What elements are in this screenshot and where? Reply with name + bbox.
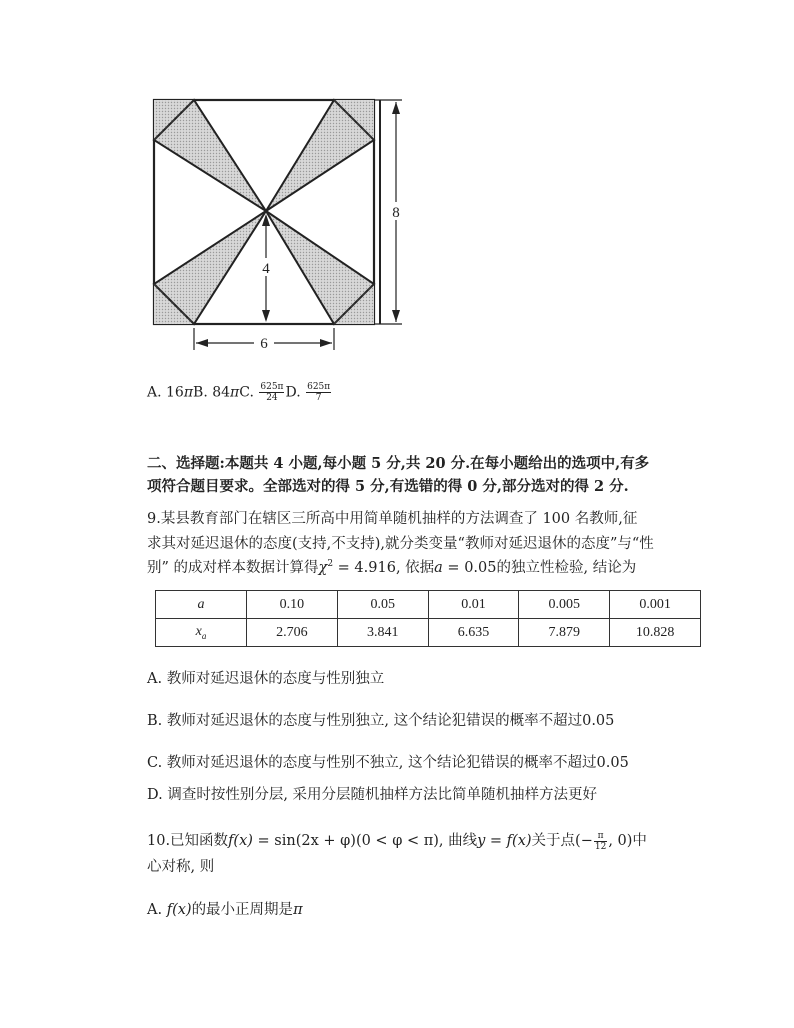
three-view-figure xyxy=(140,92,410,362)
dim-6-label: 6 xyxy=(260,336,268,352)
dim-8-label: 8 xyxy=(392,205,400,221)
q10-line1: 10.已知函数f(x) = sin(2x + φ)(0 < φ < π), 曲线y = f(x)关于点(− $\frac{\pi}{12}$ , 0)中 xyxy=(147,830,647,852)
table-cell: 2.706 xyxy=(247,619,338,647)
q8-options xyxy=(147,382,332,403)
q9-option-d: D. 调查时按性别分层, 采用分层随机抽样方法比简单随机抽样方法更好 xyxy=(147,787,598,803)
table-header-alpha: a xyxy=(156,591,247,619)
q8-option-c-fraction: $\frac{625\pi}{24}$ xyxy=(260,382,284,403)
q9-line2: 求其对延迟退休的态度(支持,不支持),就分类变量“教师对延迟退休的态度”与“性 xyxy=(147,536,654,552)
q8-option-d-fraction: $\frac{625\pi}{7}$ xyxy=(307,382,331,403)
q9-line1: 9.某县教育部门在辖区三所高中用简单随机抽样的方法调查了 100 名教师,征 xyxy=(147,511,638,527)
section2-line2: 项符合题目要求。全部选对的得 5 分,有选错的得 0 分,部分选对的得 2 分. xyxy=(147,478,629,495)
table-cell: 7.879 xyxy=(519,619,610,647)
pi-symbol: π xyxy=(183,384,194,401)
q10-line2: 心对称, 则 xyxy=(147,859,215,875)
table-header-x: $x_a$ xyxy=(156,619,247,647)
section2-line1: 二、选择题:本题共 4 小题,每小题 5 分,共 20 分.在每小题给出的选项中,有多 xyxy=(147,455,650,472)
q8-option-d: D. xyxy=(285,384,306,401)
q8-option-b: B. 84 xyxy=(193,384,231,401)
table-cell: 0.001 xyxy=(610,591,701,619)
table-row-alpha xyxy=(156,591,701,619)
q10-option-a: A. f(x)的最小正周期是π xyxy=(147,902,303,918)
chi-square-critical-table xyxy=(155,590,701,647)
q8-option-c: C. xyxy=(239,384,259,401)
q10-point-fraction: $\frac{\pi}{12}$ xyxy=(594,830,607,852)
table-cell: 0.05 xyxy=(337,591,428,619)
table-cell: 10.828 xyxy=(610,619,701,647)
table-cell: 0.005 xyxy=(519,591,610,619)
table-cell: 0.01 xyxy=(428,591,519,619)
pi-symbol: π xyxy=(230,384,240,401)
table-cell: 0.10 xyxy=(247,591,338,619)
table-cell: 6.635 xyxy=(428,619,519,647)
q9-option-a: A. 教师对延迟退休的态度与性别独立 xyxy=(147,671,385,687)
table-cell: 3.841 xyxy=(337,619,428,647)
q8-option-a: A. 16 xyxy=(147,384,184,401)
q9-line3: 别” 的成对样本数据计算得$\chi^2 = 4.916$, 依据a = 0.05的独立性检验, 结论为 xyxy=(147,559,637,576)
q9-option-c: C. 教师对延迟退休的态度与性别不独立, 这个结论犯错误的概率不超过0.05 xyxy=(147,755,629,771)
table-row-x xyxy=(156,619,701,647)
q9-option-b: B. 教师对延迟退休的态度与性别独立, 这个结论犯错误的概率不超过0.05 xyxy=(147,713,615,729)
dim-4-label: 4 xyxy=(262,261,270,277)
